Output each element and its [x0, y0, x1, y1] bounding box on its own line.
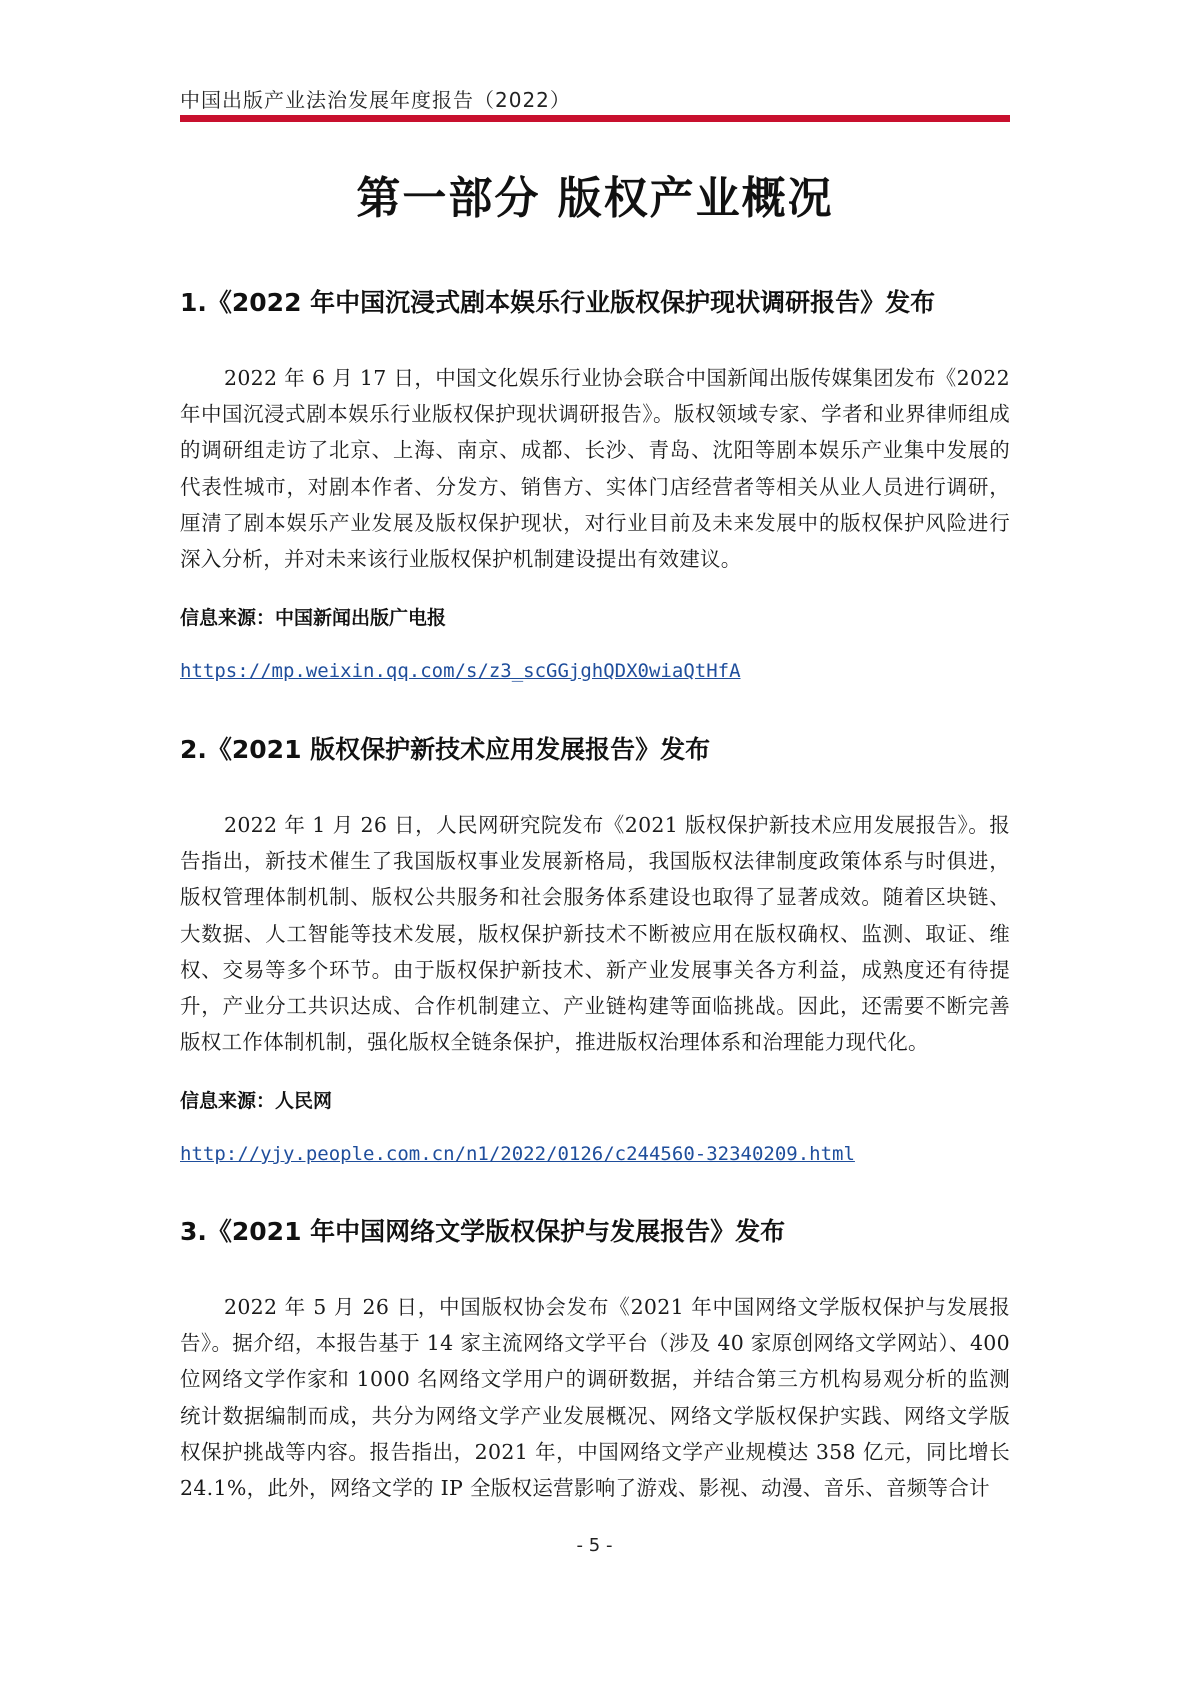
- section-1: [180, 285, 1010, 321]
- section-1-link[interactable]: https://mp.weixin.qq.com/s/z3_scGGjghQDX0wiaQtHfA: [180, 660, 741, 682]
- section-1-heading: 1.《2022 年中国沉浸式剧本娱乐行业版权保护现状调研报告》发布: [180, 288, 936, 317]
- section-2-body: 2022 年 1 月 26 日，人民网研究院发布《2021 版权保护新技术应用发展报告》。报告指出，新技术催生了我国版权事业发展新格局，我国版权法律制度政策体系与时俱进，版权管理体制机制、版权公共服务和社会服务体系建设也取得了显著成效。随着区块链、大数据、人工智能等技术发展，版权保护新技术不断被应用在版权确权、监测、取证、维权、交易等多个环节。由于版权保护新技术、新产业发展事关各方利益，成熟度还有待提升，产业分工共识达成、合作机制建立、产业链构建等面临挑战。因此，还需要不断完善版权工作体制机制，强化版权全链条保护，推进版权治理体系和治理能力现代化。: [180, 813, 1010, 1055]
- section-2-source-wrap: [180, 1086, 1010, 1116]
- section-2-link-wrap: [180, 1140, 1010, 1168]
- header-rule: [180, 115, 1010, 122]
- section-3-heading: 3.《2021 年中国网络文学版权保护与发展报告》发布: [180, 1217, 786, 1246]
- section-3-body-wrap: [180, 1289, 1010, 1506]
- part-title: 第一部分 版权产业概况: [356, 173, 834, 224]
- section-3-body: 2022 年 5 月 26 日，中国版权协会发布《2021 年中国网络文学版权保护与发展报告》。据介绍，本报告基于 14 家主流网络文学平台（涉及 40 家原创网络文学网站）、400 位网络文学作家和 1000 名网络文学用户的调研数据，并结合第三方机构易观分析的监测统计数据编制而成，共分为网络文学产业发展概况、网络文学版权保护实践、网络文学版权保护挑战等内容。报告指出，2021 年，中国网络文学产业规模达 358 亿元，同比增长 24.1%，此外，网络文学的 IP 全版权运营影响了游戏、影视、动漫、音乐、音频等合计: [180, 1295, 1010, 1501]
- running-header: 中国出版产业法治发展年度报告（2022）: [180, 88, 571, 112]
- section-1-source-wrap: [180, 603, 1010, 633]
- section-2-body-wrap: [180, 807, 1010, 1060]
- section-2-link[interactable]: http://yjy.people.com.cn/n1/2022/0126/c244560-32340209.html: [180, 1143, 855, 1165]
- section-1-body: 2022 年 6 月 17 日，中国文化娱乐行业协会联合中国新闻出版传媒集团发布《2022 年中国沉浸式剧本娱乐行业版权保护现状调研报告》。版权领域专家、学者和业界律师组成的调研组走访了北京、上海、南京、成都、长沙、青岛、沈阳等剧本娱乐产业集中发展的代表性城市，对剧本作者、分发方、销售方、实体门店经营者等相关从业人员进行调研，厘清了剧本娱乐产业发展及版权保护现状，对行业目前及未来发展中的版权保护风险进行深入分析，并对未来该行业版权保护机制建设提出有效建议。: [180, 366, 1010, 572]
- section-1-source: 信息来源：中国新闻出版广电报: [180, 607, 447, 629]
- page-number: - 5 -: [576, 1535, 613, 1556]
- section-3: [180, 1214, 1010, 1250]
- section-1-body-wrap: [180, 360, 1010, 577]
- section-1-link-wrap: [180, 657, 1010, 685]
- section-2-source: 信息来源：人民网: [180, 1090, 333, 1112]
- section-2: [180, 732, 1010, 768]
- section-2-heading: 2.《2021 版权保护新技术应用发展报告》发布: [180, 735, 711, 764]
